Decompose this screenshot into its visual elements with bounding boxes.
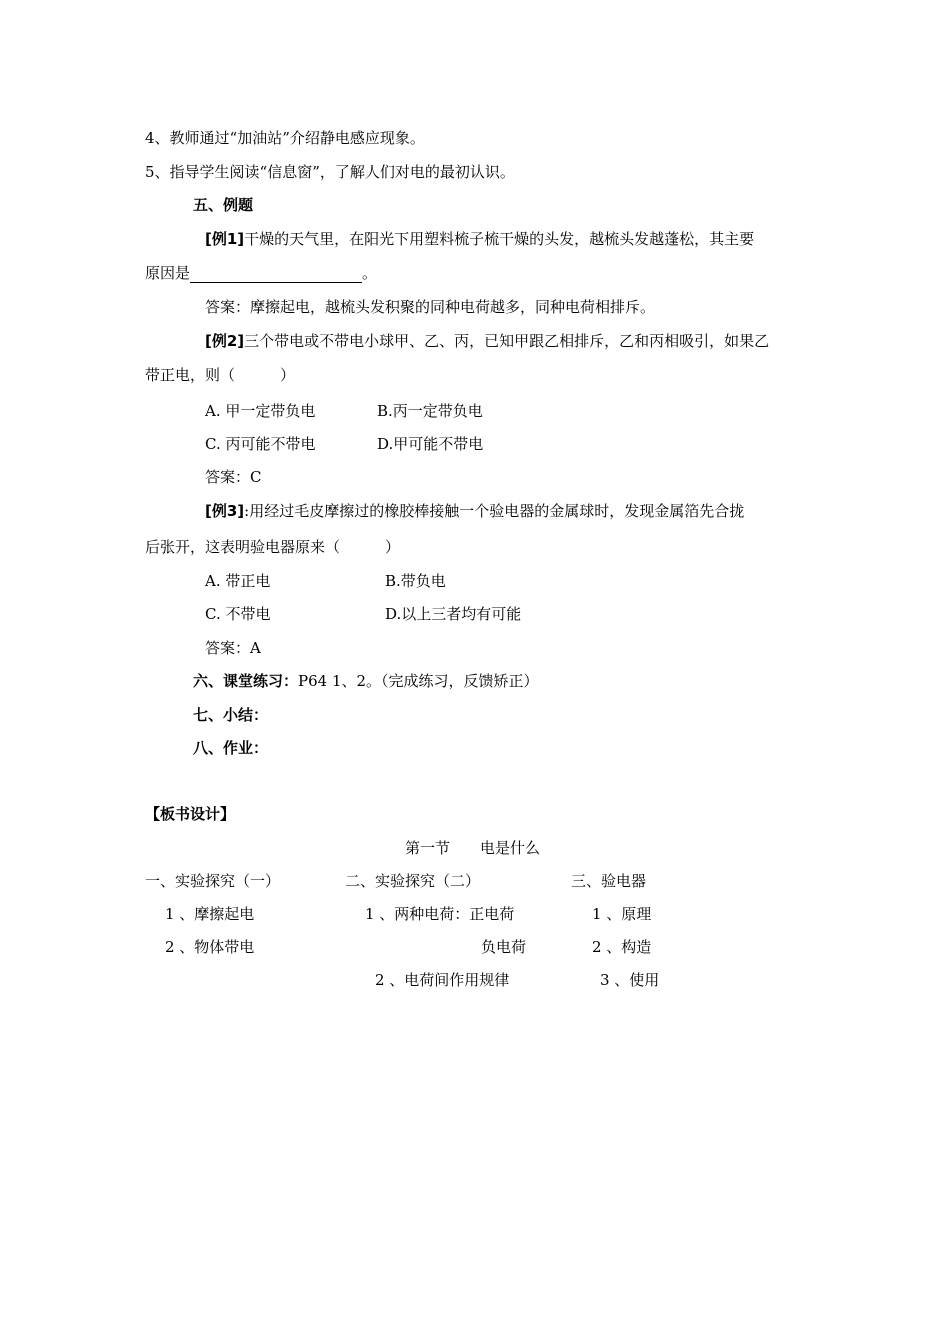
board-col3-item-2: 2 、构造 bbox=[592, 938, 652, 956]
example-2-option-d: D.甲可能不带电 bbox=[377, 435, 484, 453]
section-homework-heading: 八、作业： bbox=[193, 739, 269, 757]
example-2-continuation: 带正电，则（ ） bbox=[145, 366, 296, 384]
section-examples-heading: 五、例题 bbox=[193, 196, 254, 214]
example-2-text: 三个带电或不带电小球甲、乙、丙，已知甲跟乙相排斥，乙和丙相吸引，如果乙 bbox=[244, 332, 770, 350]
board-col3-item-3: 3 、使用 bbox=[600, 971, 660, 989]
example-3-option-c: C. 不带电 bbox=[205, 605, 271, 623]
board-title: 第一节 电是什么 bbox=[405, 839, 541, 857]
example-1-tag: [例1] bbox=[205, 230, 245, 248]
example-3-option-a: A. 带正电 bbox=[205, 572, 271, 590]
board-col3-item-1: 1 、原理 bbox=[592, 905, 652, 923]
example-3-question bbox=[205, 501, 744, 521]
example-3-text: :用经过毛皮摩擦过的橡胶棒接触一个验电器的金属球时，发现金属箔先合拢 bbox=[244, 502, 745, 520]
example-1-period: 。 bbox=[362, 264, 378, 282]
board-col3-title: 三、验电器 bbox=[571, 872, 647, 890]
example-1-text: 干燥的天气里，在阳光下用塑料梳子梳干燥的头发，越梳头发越蓬松，其主要 bbox=[244, 230, 755, 248]
board-col1-item-2: 2 、物体带电 bbox=[165, 938, 255, 956]
example-1-question bbox=[205, 229, 754, 249]
section-practice bbox=[193, 671, 539, 691]
example-1-answer: 答案：摩擦起电，越梳头发积聚的同种电荷越多，同种电荷相排斥。 bbox=[205, 298, 656, 316]
example-1-continuation bbox=[145, 263, 377, 283]
example-3-tag: [例3] bbox=[205, 502, 245, 520]
board-col1-title: 一、实验探究（一） bbox=[145, 872, 281, 890]
board-col1-item-1: 1 、摩擦起电 bbox=[165, 905, 255, 923]
step-5: 5、指导学生阅读“信息窗”，了解人们对电的最初认识。 bbox=[145, 163, 515, 181]
section-practice-heading: 六、课堂练习： bbox=[193, 672, 299, 690]
board-col2-item-1b: 负电荷 bbox=[481, 938, 527, 956]
example-2-option-c: C. 丙可能不带电 bbox=[205, 435, 316, 453]
example-2-tag: [例2] bbox=[205, 332, 245, 350]
board-design-heading: 【板书设计】 bbox=[145, 805, 236, 823]
board-col2-item-2: 2 、电荷间作用规律 bbox=[375, 971, 510, 989]
example-2-option-b: B.丙一定带负电 bbox=[377, 402, 483, 420]
section-practice-text: P64 1、2。（完成练习，反馈矫正） bbox=[298, 672, 539, 690]
example-3-continuation: 后张开，这表明验电器原来（ ） bbox=[145, 538, 401, 556]
example-2-question bbox=[205, 331, 769, 351]
board-col2-title: 二、实验探究（二） bbox=[345, 872, 481, 890]
example-2-option-a: A. 甲一定带负电 bbox=[205, 402, 316, 420]
example-3-option-b: B.带负电 bbox=[385, 572, 446, 590]
example-3-answer: 答案：A bbox=[205, 639, 261, 657]
board-col2-item-1: 1 、两种电荷：正电荷 bbox=[365, 905, 515, 923]
section-summary-heading: 七、小结： bbox=[193, 706, 269, 724]
answer-blank bbox=[190, 266, 362, 283]
example-2-answer: 答案：C bbox=[205, 468, 262, 486]
example-3-option-d: D.以上三者均有可能 bbox=[385, 605, 522, 623]
step-4: 4、教师通过“加油站”介绍静电感应现象。 bbox=[145, 129, 425, 147]
example-1-cont-text: 原因是 bbox=[145, 264, 191, 282]
